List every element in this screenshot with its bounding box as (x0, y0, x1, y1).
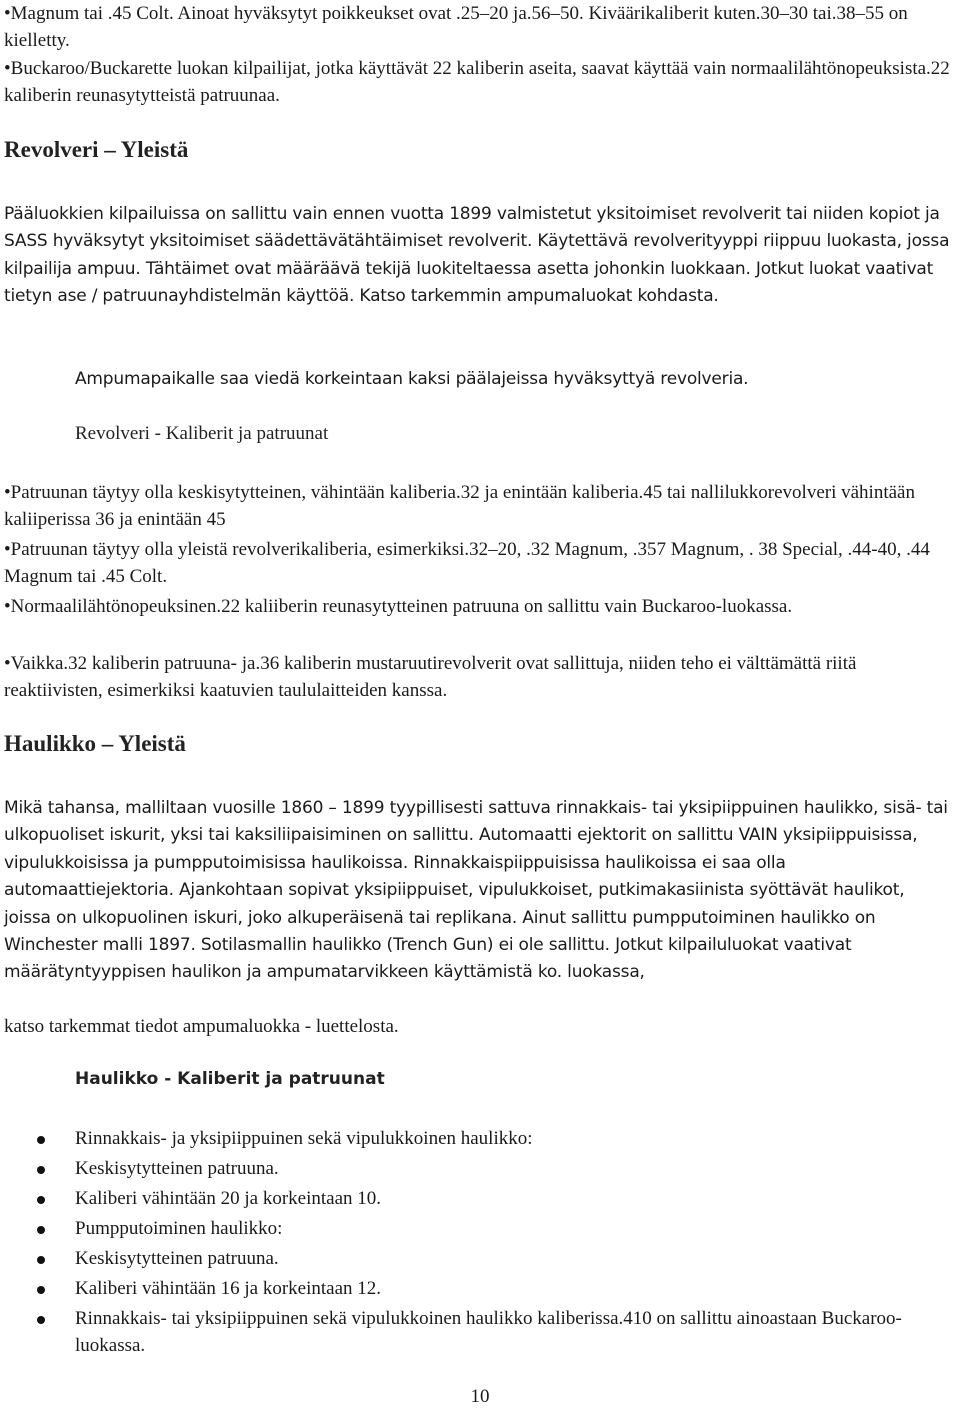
bullet-dot-icon (37, 1196, 45, 1204)
list-item: Pumpputoiminen haulikko: (75, 1218, 283, 1239)
list-item: Rinnakkais- ja yksipiippuinen sekä vipulukkoinen haulikko: (75, 1128, 533, 1149)
paragraph-revolver-limit: Ampumapaikalle saa viedä korkeintaan kaksi päälajeissa hyväksyttyä revolveria. (75, 369, 749, 389)
list-item: Keskisytytteinen patruuna. (75, 1158, 279, 1179)
heading-shotgun-general: Haulikko – Yleistä (4, 731, 186, 756)
paragraph-shotgun-intro: Mikä tahansa, malliltaan vuosille 1860 – 1899 tyypillisesti sattuva rinnakkais- tai yksipiippuinen haulikko, sisä- tai ulkopuoliset iskurit, yksi tai kaksiliipaisiminen on sallittu. Automaatti ejektorit on sallittu VAIN yksipiippuisissa, vipulukkoisissa ja pumpputoimisissa haulikoissa. Rinnakkaispiippuisissa haulikoissa ei saa olla automaattiejektoria. Ajankohtaan sopivat yksipiippuiset, vipulukkoiset, putkimakasiinista syöttävät haulikot, joissa on ulkopuolinen iskuri, joko alkuperäisenä tai replikana. Ainut sallittu pumpputoiminen haulikko on Winchester malli 1897. Sotilasmallin haulikko (Trench Gun) ei ole sallittu. Jotkut kilpailuluokat vaativat määrätyntyyppisen haulikon ja ampumatarvikkeen käyttämistä ko. luokassa, (4, 798, 948, 983)
bullet-revolver-1: •Patruunan täytyy olla keskisytytteinen, vähintään kaliberia.32 ja enintään kaliberia.45 tai nallilukkorevolveri vähintään kaliiperissa 36 ja enintään 45 (4, 482, 915, 531)
bullet-dot-icon (37, 1286, 45, 1294)
page-number: 10 (470, 1386, 490, 1407)
subheading-revolver-calibers: Revolveri - Kaliberit ja patruunat (75, 423, 329, 444)
list-item: Rinnakkais- tai yksipiippuinen sekä vipulukkoinen haulikko kaliberissa.410 on sallittu ainoastaan Buckaroo-luokassa. (75, 1308, 902, 1356)
bullet-dot-icon (37, 1316, 45, 1324)
bullet-revolver-2: •Patruunan täytyy olla yleistä revolverikaliberia, esimerkiksi.32–20, .32 Magnum, .357 Magnum, . 38 Special, .44-40, .44 Magnum tai .45 Colt. (4, 539, 930, 588)
paragraph-buckaroo: •Buckaroo/Buckarette luokan kilpailijat, jotka käyttävät 22 kaliberin aseita, saavat käyttää vain normaalilähtönopeuksista.22 kaliberin reunasytytteistä patruunaa. (4, 58, 950, 107)
list-item: Kaliberi vähintään 20 ja korkeintaan 10. (75, 1188, 382, 1209)
list-item: Keskisytytteinen patruuna. (75, 1248, 279, 1269)
bullet-dot-icon (37, 1226, 45, 1234)
bullet-dot-icon (37, 1256, 45, 1264)
bullet-revolver-4: •Vaikka.32 kaliberin patruuna- ja.36 kaliberin mustaruutirevolverit ovat sallittuja, niiden teho ei välttämättä riitä reaktiivisten, esimerkiksi kaatuvien taululaitteiden kanssa. (4, 653, 857, 702)
list-item: Kaliberi vähintään 16 ja korkeintaan 12. (75, 1278, 382, 1299)
bullet-dot-icon (37, 1136, 45, 1144)
paragraph-revolver-intro: Pääluokkien kilpailuissa on sallittu vain ennen vuotta 1899 valmistetut yksitoimiset revolverit tai niiden kopiot ja SASS hyväksytyt yksitoimiset säädettävätähtäimiset revolverit. Käytettävä revolverityyppi riippuu luokasta, jossa kilpailija ampuu. Tähtäimet ovat määräävä tekijä luokiteltaessa asetta johonkin luokkaan. Jotkut luokat vaativat tietyn ase / patruunayhdistelmän käyttöä. Katso tarkemmin ampumaluokat kohdasta. (4, 204, 950, 307)
subheading-shotgun-calibers: Haulikko - Kaliberit ja patruunat (75, 1069, 385, 1089)
bullet-dot-icon (37, 1166, 45, 1174)
paragraph-caliber-exceptions: •Magnum tai .45 Colt. Ainoat hyväksytyt poikkeukset ovat .25–20 ja.56–50. Kiväärikaliberit kuten.30–30 tai.38–55 on kielletty. (4, 3, 908, 52)
paragraph-shotgun-intro-last: katso tarkemmat tiedot ampumaluokka - luettelosta. (4, 1016, 399, 1037)
heading-revolver-general: Revolveri – Yleistä (4, 137, 189, 162)
bullet-revolver-3: •Normaalilähtönopeuksinen.22 kaliiberin reunasytytteinen patruuna on sallittu vain Buckaroo-luokassa. (4, 596, 793, 617)
